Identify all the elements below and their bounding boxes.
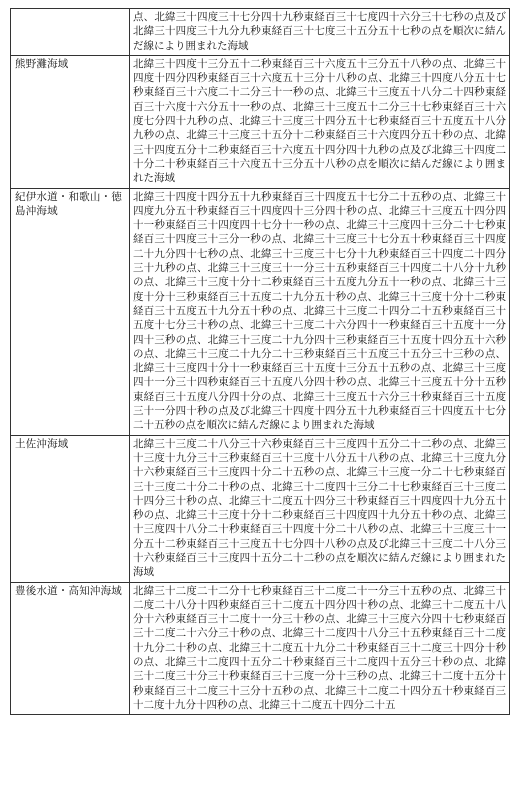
table-row (11, 582, 510, 715)
table-row (11, 188, 510, 435)
area-boundary-cell: 点、北緯三十四度三十七分四十九秒東経百三十七度四十六分三十七秒の点及び北緯三十四度三十九分九秒東経百三十七度三十五分五十七秒の点を順次に結んだ線により囲まれた海域 (130, 9, 510, 56)
area-boundary-cell: 北緯三十四度十三分五十二秒東経百三十六度五十三分五十八秒の点、北緯三十四度十四分四秒東経百三十六度五十三分十八秒の点、北緯三十四度八分五十七秒東経百三十六度二十二分三十一秒の点、北緯三十三度五十八分二十四秒東経百三十六度十六分五十一秒の点、北緯三十三度五十二分三十七秒東経百三十六度七分四十九秒の点、北緯三十三度三十四分五十七秒東経百三十五度五十八分九秒の点、北緯三十三度三十五分十二秒東経百三十六度四分五十秒の点、北緯三十四度五分十二秒東経百三十六度五十四分四十九秒の点及び北緯三十四度二十分二十秒東経百三十六度五十三分五十八秒の点を順次に結んだ線により囲まれた海域 (130, 55, 510, 188)
area-name-cell: 豊後水道・高知沖海域 (11, 582, 130, 715)
area-name-cell (11, 9, 130, 56)
area-boundary-cell: 北緯三十四度十四分五十九秒東経百三十四度五十七分二十五秒の点、北緯三十四度九分五十秒東経百三十四度四十三分四十秒の点、北緯三十三度五十四分四十一秒東経百三十四度四十七分十一秒の点、北緯三十三度四十三分二十七秒東経百三十四度三十三分一秒の点、北緯三十三度三十七分五十秒東経百三十四度二十九分四十七秒の点、北緯三十三度三十七分十九秒東経百三十四度二十四分三十九秒の点、北緯三十三度三十一分三十五秒東経百三十四度二十八分十九秒の点、北緯三十三度十分十二秒東経百三十五度九分五十一秒の点、北緯三十三度十分十三秒東経百三十五度二十九分五十秒の点、北緯三十三度十分十二秒東経百三十五度五十九分五十秒の点、北緯三十三度二十四分二十五秒東経百三十五度十七分三十秒の点、北緯三十三度二十六分四十一秒東経百三十五度十一分四十三秒の点、北緯三十三度二十九分四十三秒東経百三十五度十四分五十六秒の点、北緯三十三度二十九分二十三秒東経百三十五度三十五分三十三秒の点、北緯三十三度四十分十一秒東経百三十五度十三分五十五秒の点、北緯三十三度四十一分三十四秒東経百三十五度八分四十秒の点、北緯三十三度五十分十五秒東経百三十五度八分四十分の点、北緯三十三度五十六分三十秒東経百三十五度三十一分四十秒の点及び北緯三十四度十四分五十九秒東経百三十四度五十七分二十五秒の点を順次に結んだ線により囲まれた海域 (130, 188, 510, 435)
area-name-cell: 土佐沖海域 (11, 435, 130, 582)
area-name-cell: 紀伊水道・和歌山・徳島沖海域 (11, 188, 130, 435)
sea-area-table (10, 8, 510, 715)
area-boundary-cell: 北緯三十二度二十二分十七秒東経百三十二度二十一分三十五秒の点、北緯三十二度二十八分十四秒東経百三十二度五十四分四十秒の点、北緯三十二度五十八分十六秒東経百三十二度十一分三十秒の点、北緯三十三度六分四十七秒東経百三十二度二十六分三十秒の点、北緯三十二度四十八分三十五秒東経百三十二度十九分二十秒の点、北緯三十二度五十九分二十秒東経百三十二度三十四分十秒の点、北緯三十二度四十五分二十秒東経百三十二度四十五分三十秒の点、北緯三十二度三十分三十秒東経百三十三度一分十三秒の点、北緯三十二度十五分十秒東経百三十二度三十三分十五秒の点、北緯三十二度二十四分五十秒東経百三十二度十九分十四秒の点、北緯三十二度五十四分二十五 (130, 582, 510, 715)
table-row (11, 9, 510, 56)
table-row (11, 435, 510, 582)
area-name-cell: 熊野灘海域 (11, 55, 130, 188)
table-row (11, 55, 510, 188)
area-boundary-cell: 北緯三十三度二十八分三十六秒東経百三十三度四十五分二十二秒の点、北緯三十三度十九分三十三秒東経百三十三度十八分五十八秒の点、北緯三十三度九分十六秒東経百三十三度四十分二十五秒の点、北緯三十三度一分二十七秒東経百三十三度二十分二十秒の点、北緯三十二度四十三分二十七秒東経百三十三度二十四分三十秒の点、北緯三十二度五十四分三十秒東経百三十四度四十九分五十秒の点、北緯三十三度十分十二秒東経百三十四度四十九分五十秒の点、北緯三十三度四十八分二十秒東経百三十四度十分二十八秒の点、北緯三十三度三十一分五十二秒東経百三十三度五十七分四十八秒の点及び北緯三十三度二十八分三十六秒東経百三十三度四十五分二十二秒の点を順次に結んだ線により囲まれた海域 (130, 435, 510, 582)
